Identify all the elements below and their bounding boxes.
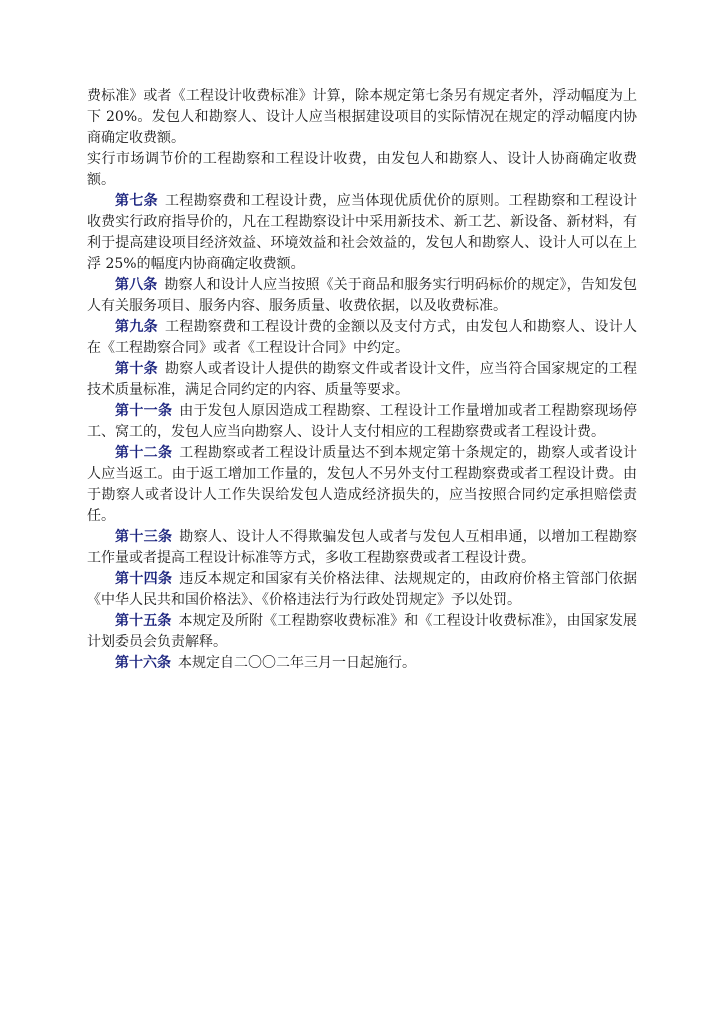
article-paragraph [87,527,637,569]
article-paragraph [87,611,637,653]
article-paragraph [87,317,637,359]
article-number: 第十一条 [115,403,173,419]
paragraph [87,149,637,191]
article-paragraph [87,443,637,527]
article-number: 第十三条 [115,529,173,545]
article-number: 第十二条 [115,445,173,461]
article-number: 第九条 [115,319,158,335]
article-paragraph [87,401,637,443]
paragraph-text: 本规定及所附《工程勘察收费标准》和《工程设计收费标准》，由国家发展计划委员会负责解释。 [87,613,638,650]
article-paragraph [87,191,637,275]
article-number: 第十四条 [115,571,173,587]
article-number: 第七条 [115,193,158,209]
paragraph-text: 实行市场调节价的工程勘察和工程设计收费，由发包人和勘察人、设计人协商确定收费额。 [87,151,637,188]
article-number: 第十条 [115,361,158,377]
article-number: 第十五条 [115,613,172,629]
paragraph-text: 勘察人和设计人应当按照《关于商品和服务实行明码标价的规定》，告知发包人有关服务项目、服务内容、服务质量、收费依据，以及收费标准。 [87,277,638,314]
paragraph-text: 工程勘察费和工程设计费的金额以及支付方式，由发包人和勘察人、设计人在《工程勘察合同》或者《工程设计合同》中约定。 [87,319,638,356]
article-paragraph [87,359,637,401]
article-number: 第八条 [115,277,158,293]
paragraph-text: 违反本规定和国家有关价格法律、法规规定的，由政府价格主管部门依据《中华人民共和国价格法》、《价格违法行为行政处罚规定》予以处罚。 [87,571,638,608]
article-paragraph [87,653,637,674]
paragraph-text: 工程勘察费和工程设计费，应当体现优质优价的原则。工程勘察和工程设计收费实行政府指导价的，凡在工程勘察设计中采用新技术、新工艺、新设备、新材料，有利于提高建设项目经济效益、环境效益和社会效益的，发包人和勘察人、设计人可以在上浮 25%的幅度内协商确定收费额。 [87,193,638,272]
paragraph-text: 勘察人、设计人不得欺骗发包人或者与发包人互相串通，以增加工程勘察工作量或者提高工程设计标准等方式，多收工程勘察费或者工程设计费。 [87,529,638,566]
article-paragraph [87,275,637,317]
paragraph-text: 由于发包人原因造成工程勘察、工程设计工作量增加或者工程勘察现场停工、窝工的，发包人应当向勘察人、设计人支付相应的工程勘察费或者工程设计费。 [87,403,638,440]
paragraph-text: 本规定自二〇〇二年三月一日起施行。 [178,655,416,671]
paragraph-text: 费标准》或者《工程设计收费标准》计算，除本规定第七条另有规定者外，浮动幅度为上下 20%。发包人和勘察人、设计人应当根据建设项目的实际情况在规定的浮动幅度内协商确定收费额。 [87,88,637,146]
document-body [87,86,637,674]
paragraph-text: 工程勘察或者工程设计质量达不到本规定第十条规定的，勘察人或者设计人应当返工。由于返工增加工作量的，发包人不另外支付工程勘察费或者工程设计费。由于勘察人或者设计人工作失误给发包人造成经济损失的，应当按照合同约定承担赔偿责任。 [87,445,638,524]
article-number: 第十六条 [115,655,171,671]
paragraph-text: 勘察人或者设计人提供的勘察文件或者设计文件，应当符合国家规定的工程技术质量标准，满足合同约定的内容、质量等要求。 [87,361,638,398]
paragraph [87,86,637,149]
article-paragraph [87,569,637,611]
